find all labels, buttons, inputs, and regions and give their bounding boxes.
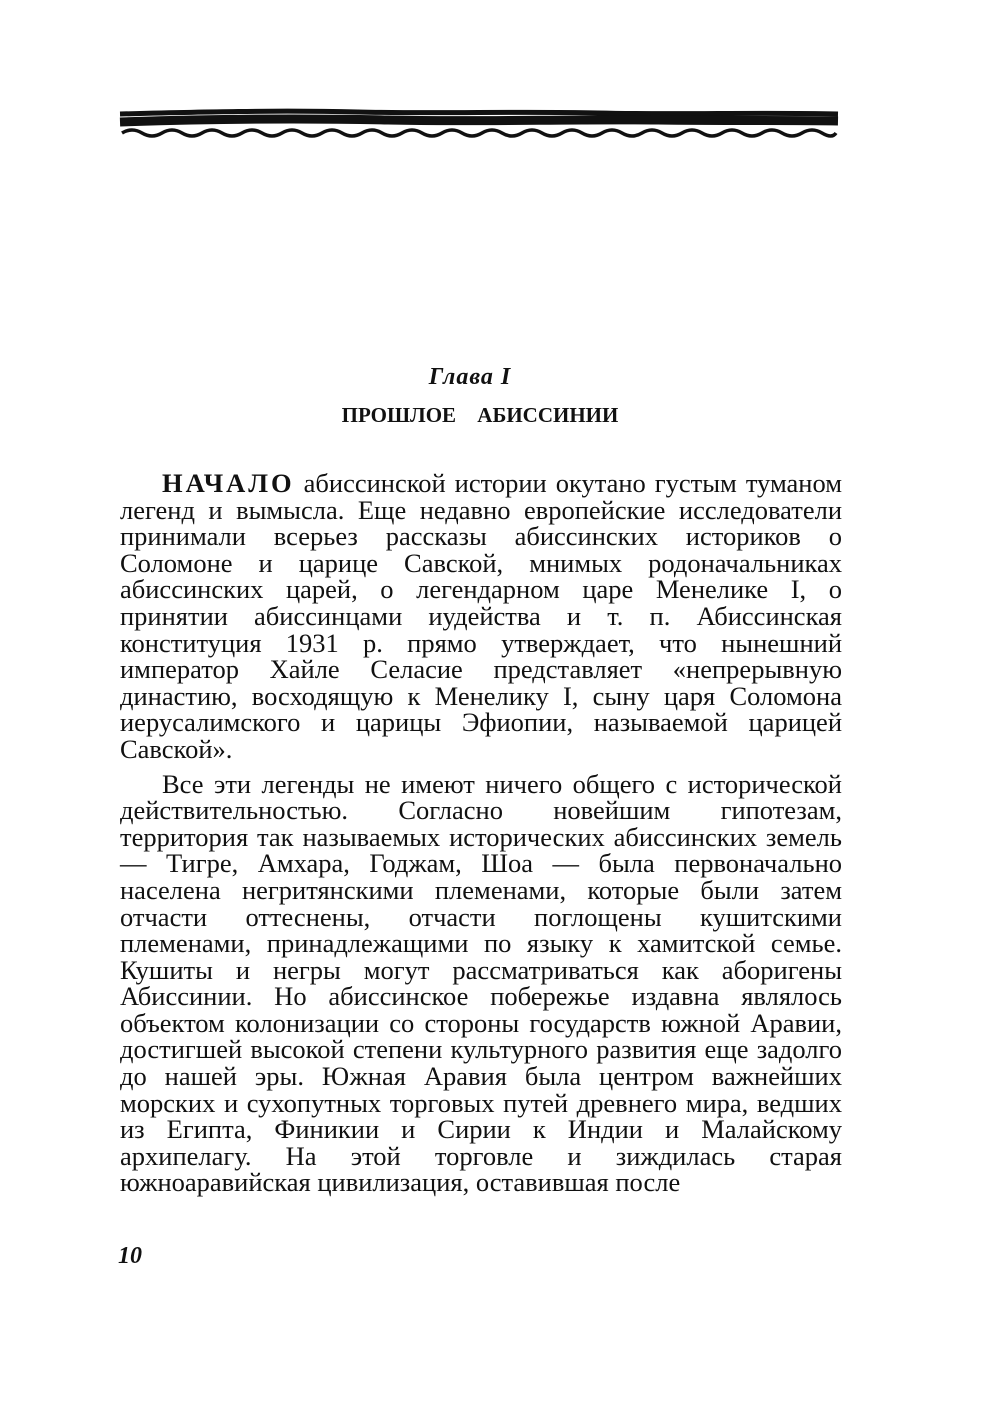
ornament-upper-line bbox=[120, 111, 838, 114]
body-text bbox=[120, 470, 842, 1196]
paragraph-1-text: абиссинской истории окутано густым туманом легенд и вымысла. Еще недавно европейские исследователи принимали всерьез рассказы абиссинских историков о Соломоне и царице Савской, мнимых родоначальниках абиссинских царей, о легендарном царе Менелике I, о принятии абиссинцами иудейства и т. п. Абиссинская конституция 1931 р. прямо утверждает, что нынешний император Хайле Селасие представляет «непрерывную династию, восходящую к Менелику I, сыну царя Соломона иерусалимского и царицы Эфиопии, называемой царицей Савской». bbox=[120, 468, 842, 764]
page-number: 10 bbox=[118, 1243, 142, 1269]
decorative-wavy-rule bbox=[118, 100, 840, 144]
chapter-title: ПРОШЛОЕ АБИССИНИИ bbox=[341, 403, 619, 427]
paragraph-1 bbox=[120, 470, 842, 763]
paragraph-lead-word: НАЧАЛО bbox=[162, 468, 295, 498]
ornament-main-bar bbox=[120, 119, 838, 122]
ornament-wave-line bbox=[122, 130, 836, 136]
paragraph-2: Все эти легенды не имеют ничего общего с исторической действительностью. Согласно новейшим гипотезам, территория так называемых исторических абиссинских земель — Тигре, Амхара, Годжам, Шоа — была первоначально населена негритянскими племенами, которые были затем отчасти оттеснены, отчасти поглощены кушитскими племенами, принадлежащими по языку к хамитской семье. Кушиты и негры могут рассматриваться как аборигены Абиссинии. Но абиссинское побережье издавна являлось объектом колонизации со стороны государств южной Аравии, достигшей высокой степени культурного развития еще задолго до нашей эры. Южная Аравия была центром важнейших морских и сухопутных торговых путей древнего мира, ведших из Египта, Финикии и Сирии к Индии и Малайскому архипелагу. На этой торговле и зиждилась старая южноаравийская цивилизация, оставившая после bbox=[120, 768, 842, 1198]
chapter-label: Глава I bbox=[428, 364, 512, 390]
